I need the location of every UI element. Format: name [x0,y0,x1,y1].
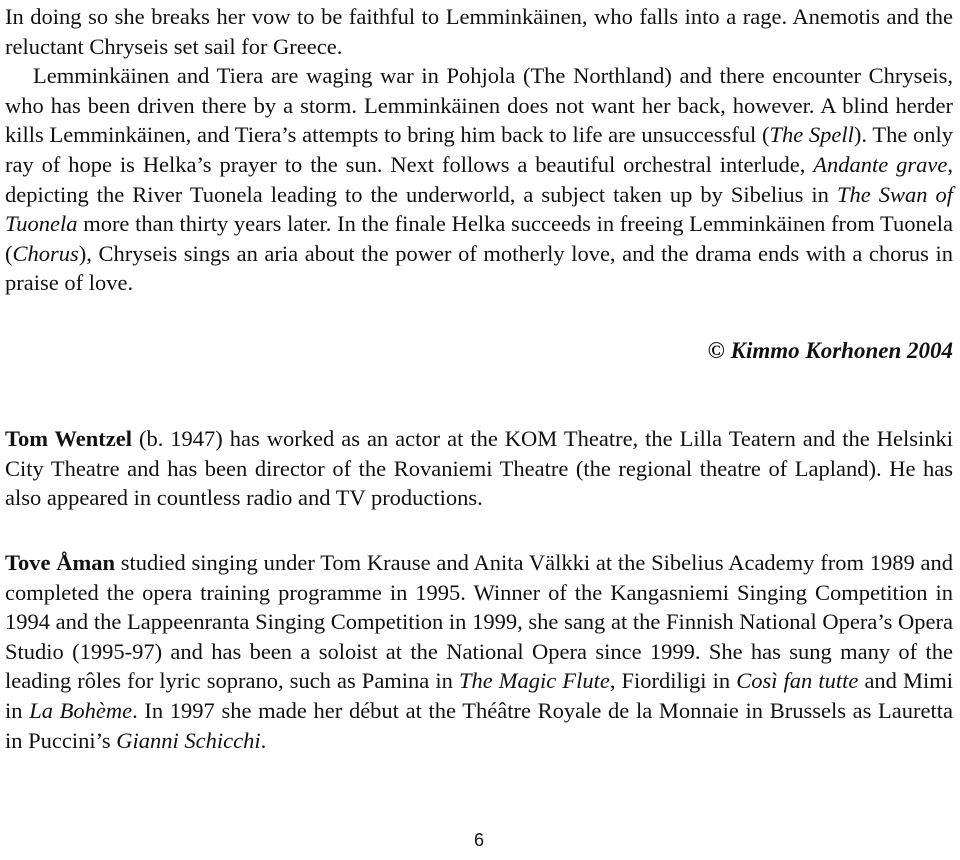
bio-tove-aman: Tove Åman studied singing under Tom Krause and Anita Välkki at the Sibelius Academy from 1989 and completed the opera training programme in 1995. Winner of the Kangasniemi Singing Competition in 1994 and the Lappeenranta Singing Competition in 1999, she sang at the Finnish National Opera’s Opera Studio (1995-97) and has been a soloist at the National Opera since 1999. She has sung many of the leading rôles for lyric soprano, such as Pamina in The Magic Flute, Fiordiligi in Così fan tutte and Mimi in La Bohème. In 1997 she made her début at the Théâtre Royale de la Monnaie in Brussels as Lauretta in Puccini’s Gianni Schicchi. [5,550,954,753]
bio-name: Tove Åman [5,550,115,575]
bio-name: Tom Wentzel [5,426,132,451]
page-number: 6 [474,830,485,850]
author-signature: © Kimmo Korhonen 2004 [707,338,953,363]
synopsis-paragraph-2: Lemminkäinen and Tiera are waging war in Pohjola (The Northland) and there encounter Chryseis, who has been driven there by a storm. Lemminkäinen does not want her back, however. A blind herder kills Lemminkäinen, and Tiera’s attempts to bring him back to life are unsuccessful (The Spell). The only ray of hope is Helka’s prayer to the sun. Next follows a beautiful orchestral interlude, Andante grave, depicting the River Tuonela leading to the underworld, a subject taken up by Sibelius in The Swan of Tuonela more than thirty years later. In the finale Helka succeeds in freeing Lemminkäinen from Tuonela (Chorus), Chryseis sings an aria about the power of motherly love, and the drama ends with a chorus in praise of love. [5,63,954,296]
synopsis-paragraph-1: In doing so she breaks her vow to be faithful to Lemminkäinen, who falls into a rage. Anemotis and the reluctant Chryseis set sail for Greece. [5,4,953,59]
synopsis-section [5,2,953,298]
bio-tom-wentzel: Tom Wentzel (b. 1947) has worked as an actor at the KOM Theatre, the Lilla Teatern and the Helsinki City Theatre and has been director of the Rovaniemi Theatre (the regional theatre of Lapland). He has also appeared in countless radio and TV productions. [5,426,953,511]
document-page [5,0,953,860]
